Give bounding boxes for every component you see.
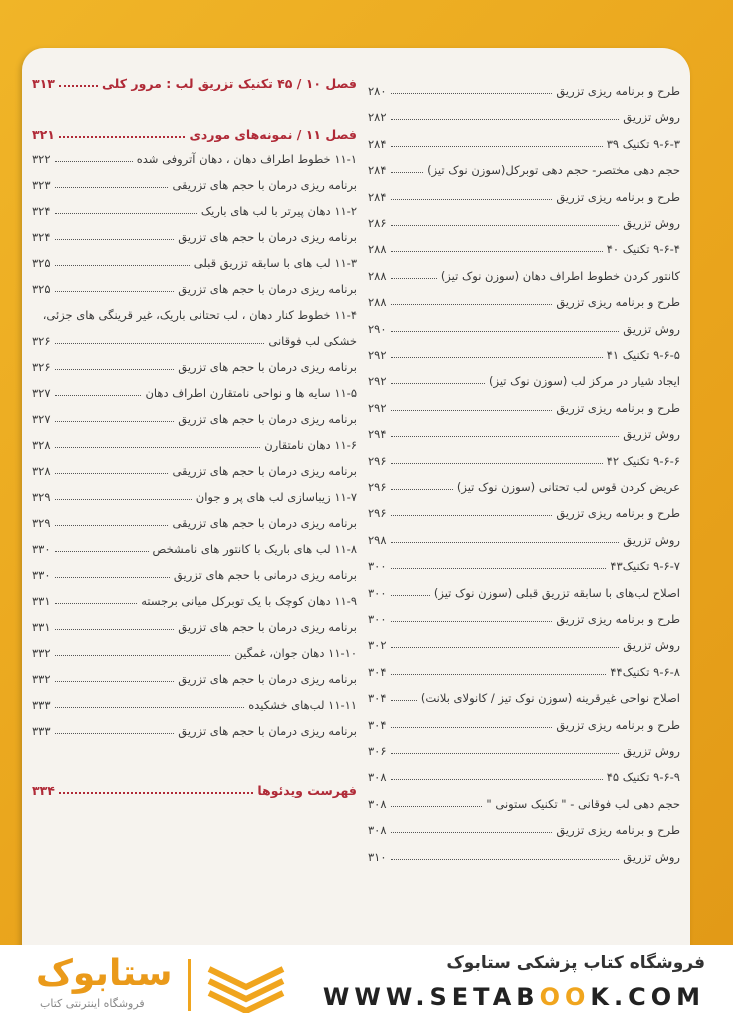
toc-entry bbox=[368, 263, 680, 283]
toc-page-number: ۳۰۴ bbox=[368, 717, 387, 732]
toc-entry-title: طرح و برنامه ریزی تزریق bbox=[556, 823, 680, 838]
leader-dots bbox=[391, 172, 424, 173]
toc-page-number: ۲۸۸ bbox=[368, 268, 387, 283]
leader-dots bbox=[55, 421, 175, 422]
leader-dots bbox=[55, 213, 197, 214]
toc-entry-title: فصل ۱۱ / نمونه‌های موردی bbox=[189, 127, 357, 142]
toc-entry-title: برنامه ریزی درمان با حجم های تزریق bbox=[178, 230, 357, 244]
toc-entry bbox=[368, 368, 680, 388]
toc-entry-title: عریض کردن قوس لب تحتانی (سوزن نوک تیز) bbox=[456, 480, 680, 494]
toc-entry bbox=[368, 580, 680, 600]
leader-dots bbox=[55, 655, 231, 656]
toc-entry-title: ۱۱-۱۱ لب‌های خشکیده bbox=[248, 698, 357, 712]
leader-dots bbox=[391, 436, 620, 437]
leader-dots bbox=[55, 239, 175, 240]
toc-entry-title: روش تزریق bbox=[623, 532, 680, 547]
toc-page-number: ۳۰۲ bbox=[368, 638, 387, 653]
toc-page-number: ۳۲۱ bbox=[32, 127, 55, 142]
leader-dots bbox=[55, 161, 133, 162]
leader-dots bbox=[391, 515, 553, 516]
book-page bbox=[22, 48, 690, 968]
toc-entry-title: طرح و برنامه ریزی تزریق bbox=[556, 717, 680, 732]
toc-entry-title: حجم دهی لب فوقانی - " تکنیک ستونی " bbox=[486, 796, 680, 811]
leader-dots bbox=[391, 225, 620, 226]
toc-entry bbox=[368, 104, 680, 124]
toc-entry bbox=[368, 606, 680, 626]
toc-entry-title: برنامه ریزی درمان با حجم های تزریقی bbox=[172, 516, 357, 530]
leader-dots bbox=[391, 410, 553, 411]
toc-page-number: ۳۲۹ bbox=[32, 490, 51, 504]
toc-entry-title: ۹-۶-۵ تکنیک ۴۱ bbox=[606, 348, 680, 362]
toc-page-number: ۳۲۶ bbox=[32, 334, 51, 348]
leader-dots bbox=[391, 779, 603, 780]
toc-entry bbox=[32, 354, 357, 374]
toc-page-number: ۲۹۶ bbox=[368, 480, 387, 494]
leader-dots bbox=[391, 859, 620, 860]
toc-page-number: ۳۲۸ bbox=[32, 438, 51, 452]
leader-dots bbox=[59, 136, 186, 138]
toc-entry-title: خشکی لب فوقانی bbox=[268, 334, 357, 348]
toc-entry bbox=[32, 172, 357, 192]
toc-page-number: ۲۸۰ bbox=[368, 84, 387, 98]
toc-entry bbox=[32, 276, 357, 296]
toc-page-number: ۳۱۳ bbox=[32, 76, 55, 91]
leader-dots bbox=[391, 463, 603, 464]
toc-entry bbox=[32, 640, 357, 660]
toc-entry bbox=[32, 406, 357, 426]
toc-entry bbox=[368, 289, 680, 309]
toc-entry bbox=[368, 738, 680, 758]
toc-entry-title: ۱۱-۵ سایه ها و نواحی نامتقارن اطراف دهان bbox=[145, 386, 357, 400]
toc-entry bbox=[368, 474, 680, 494]
leader-dots bbox=[55, 343, 265, 344]
leader-dots bbox=[391, 304, 553, 305]
toc-entry-title: روش تزریق bbox=[623, 638, 680, 653]
toc-entry bbox=[368, 236, 680, 256]
toc-entry-title: ۱۱-۷ زیباسازی لب های پر و جوان bbox=[195, 490, 357, 504]
toc-entry bbox=[368, 342, 680, 362]
toc-page-number: ۲۸۴ bbox=[368, 189, 387, 204]
toc-entry-title: ۹-۶-۸ تکنیک۴۴ bbox=[610, 664, 680, 679]
leader-dots bbox=[55, 473, 169, 474]
toc-page-number: ۳۰۰ bbox=[368, 585, 387, 600]
toc-page-number: ۳۲۸ bbox=[32, 464, 51, 478]
leader-dots bbox=[55, 447, 261, 448]
toc-entry-title: فصل ۱۰ / ۴۵ تکنیک تزریق لب : مرور کلی bbox=[102, 76, 357, 91]
toc-entry bbox=[368, 685, 680, 705]
toc-entry bbox=[368, 500, 680, 520]
leader-dots bbox=[391, 489, 453, 490]
leader-dots bbox=[55, 187, 169, 188]
toc-entry-title: برنامه ریزی درمان با حجم های تزریق bbox=[178, 724, 357, 738]
toc-entry bbox=[32, 778, 357, 798]
toc-entry bbox=[368, 78, 680, 98]
leader-dots bbox=[391, 674, 607, 675]
toc-entry bbox=[368, 659, 680, 679]
leader-dots bbox=[391, 542, 620, 543]
toc-entry bbox=[368, 632, 680, 652]
toc-entry bbox=[32, 588, 357, 608]
toc-page-number: ۳۲۷ bbox=[32, 412, 51, 426]
toc-page-number: ۳۰۰ bbox=[368, 559, 387, 574]
toc-entry bbox=[368, 712, 680, 732]
leader-dots bbox=[55, 551, 149, 552]
toc-entry bbox=[32, 562, 357, 582]
toc-entry bbox=[32, 536, 357, 556]
leader-dots bbox=[391, 119, 620, 120]
toc-page-number: ۳۲۶ bbox=[32, 360, 51, 374]
leader-dots bbox=[391, 568, 607, 569]
toc-entry bbox=[32, 224, 357, 244]
store-name: فروشگاه کتاب پزشکی ستابوک bbox=[446, 953, 705, 973]
toc-page-number: ۲۸۶ bbox=[368, 216, 387, 230]
toc-entry-title: ۱۱-۸ لب های باریک با کانتور های نامشخص bbox=[152, 542, 357, 556]
toc-entry-title: ۱۱-۱ خطوط اطراف دهان ، دهان آتروفی شده bbox=[136, 152, 357, 166]
toc-page-number: ۳۳۴ bbox=[32, 783, 55, 798]
toc-page-number: ۲۹۴ bbox=[368, 427, 387, 442]
toc-entry-title: ۹-۶-۹ تکنیک ۴۵ bbox=[606, 770, 680, 785]
toc-entry bbox=[368, 210, 680, 230]
leader-dots bbox=[59, 85, 98, 87]
leader-dots bbox=[391, 199, 553, 200]
logo-wordmark: ستابوک bbox=[36, 953, 173, 994]
leader-dots bbox=[55, 707, 245, 708]
toc-page-number: ۲۹۶ bbox=[368, 453, 387, 468]
toc-page-number: ۳۰۰ bbox=[368, 612, 387, 626]
toc-page-number: ۳۱۰ bbox=[368, 849, 387, 864]
toc-entry bbox=[368, 527, 680, 547]
toc-entry bbox=[368, 553, 680, 573]
leader-dots bbox=[391, 647, 620, 648]
toc-entry-title: روش تزریق bbox=[623, 427, 680, 442]
toc-entry-title: حجم دهی مختصر- حجم دهی توبرکل(سوزن نوک تیز) bbox=[427, 163, 680, 178]
toc-entry-title: ایجاد شیار در مرکز لب (سوزن نوک تیز) bbox=[489, 374, 680, 389]
leader-dots bbox=[391, 146, 603, 147]
toc-entry-title: طرح و برنامه ریزی تزریق bbox=[556, 295, 680, 310]
toc-page-number: ۲۸۲ bbox=[368, 110, 387, 125]
leader-dots bbox=[391, 383, 485, 384]
toc-page-number: ۳۳۰ bbox=[32, 568, 51, 582]
toc-entry-title: روش تزریق bbox=[623, 216, 680, 230]
toc-entry bbox=[368, 844, 680, 864]
toc-page-number: ۳۲۴ bbox=[32, 204, 51, 218]
toc-entry-title: ۱۱-۳ لب های با سابقه تزریق قبلی bbox=[193, 256, 357, 270]
toc-entry bbox=[368, 817, 680, 837]
toc-entry-title: ۱۱-۹ دهان کوچک با یک توبرکل میانی برجسته bbox=[141, 594, 357, 608]
toc-entry bbox=[32, 458, 357, 478]
toc-entry bbox=[368, 131, 680, 151]
toc-entry bbox=[32, 718, 357, 738]
logo-divider bbox=[188, 959, 191, 1011]
toc-entry-title: برنامه ریزی درمانی با حجم های تزریق bbox=[173, 568, 357, 582]
leader-dots bbox=[391, 251, 603, 252]
toc-page-number: ۲۸۸ bbox=[368, 295, 387, 310]
leader-dots bbox=[55, 369, 175, 370]
toc-entry-title: طرح و برنامه ریزی تزریق bbox=[556, 84, 680, 98]
toc-page-number: ۳۳۲ bbox=[32, 672, 51, 686]
toc-entry-title: روش تزریق bbox=[623, 849, 680, 864]
toc-entry-title: کانتور کردن خطوط اطراف دهان (سوزن نوک تیز) bbox=[440, 268, 680, 283]
toc-entry-title: ۱۱-۲ دهان پیرتر با لب های باریک bbox=[200, 204, 357, 218]
toc-page-number: ۳۳۳ bbox=[32, 724, 51, 738]
leader-dots bbox=[55, 603, 138, 604]
toc-entry bbox=[32, 614, 357, 634]
toc-entry bbox=[368, 421, 680, 441]
toc-entry bbox=[32, 484, 357, 504]
leader-dots bbox=[55, 681, 175, 682]
toc-entry bbox=[32, 302, 357, 322]
toc-entry bbox=[32, 380, 357, 400]
leader-dots bbox=[55, 733, 175, 734]
leader-dots bbox=[55, 577, 170, 578]
toc-entry-title: طرح و برنامه ریزی تزریق bbox=[556, 506, 680, 521]
toc-entry-title: روش تزریق bbox=[623, 110, 680, 125]
leader-dots bbox=[55, 525, 169, 526]
toc-entry-title: برنامه ریزی درمان با حجم های تزریق bbox=[178, 282, 357, 296]
toc-entry-title: برنامه ریزی درمان با حجم های تزریق bbox=[178, 620, 357, 634]
toc-entry-title: طرح و برنامه ریزی تزریق bbox=[556, 189, 680, 204]
toc-page-number: ۳۲۴ bbox=[32, 230, 51, 244]
toc-page-number: ۲۹۲ bbox=[368, 348, 387, 362]
toc-entry bbox=[368, 184, 680, 204]
toc-entry bbox=[368, 157, 680, 177]
toc-entry-title: ۹-۶-۳ تکنیک ۳۹ bbox=[606, 136, 680, 151]
toc-entry bbox=[32, 146, 357, 166]
chevron-logo-icon bbox=[203, 963, 289, 1013]
toc-page-number: ۲۹۲ bbox=[368, 400, 387, 415]
toc-page-number: ۳۲۹ bbox=[32, 516, 51, 530]
logo-tagline: فروشگاه اینترنتی کتاب bbox=[40, 997, 145, 1010]
leader-dots bbox=[55, 499, 192, 500]
toc-entry-title: اصلاح لب‌های با سابقه تزریق قبلی (سوزن نوک تیز) bbox=[433, 585, 680, 600]
leader-dots bbox=[55, 291, 175, 292]
toc-entry-title: برنامه ریزی درمان با حجم های تزریق bbox=[178, 360, 357, 374]
toc-entry bbox=[32, 328, 357, 348]
toc-page-number: ۳۰۴ bbox=[368, 664, 387, 679]
toc-page-number: ۳۲۵ bbox=[32, 256, 51, 270]
toc-page-number: ۳۰۶ bbox=[368, 744, 387, 758]
toc-entry-title: فهرست ویدئوها bbox=[257, 783, 357, 798]
toc-entry bbox=[368, 395, 680, 415]
toc-entry bbox=[32, 71, 357, 91]
toc-page-number: ۳۰۸ bbox=[368, 796, 387, 811]
toc-page-number: ۳۰۴ bbox=[368, 691, 387, 706]
leader-dots bbox=[391, 832, 553, 833]
toc-entry bbox=[32, 510, 357, 530]
toc-page-number: ۳۳۲ bbox=[32, 646, 51, 660]
toc-entry-title: ۹-۶-۴ تکنیک ۴۰ bbox=[606, 242, 680, 257]
toc-entry-title: طرح و برنامه ریزی تزریق bbox=[556, 400, 680, 415]
toc-entry-title: اصلاح نواحی غیرقرینه (سوزن نوک تیز / کانولای بلانت) bbox=[420, 691, 680, 706]
leader-dots bbox=[391, 357, 603, 358]
leader-dots bbox=[391, 621, 553, 622]
toc-page-number: ۲۸۸ bbox=[368, 242, 387, 257]
leader-dots bbox=[55, 629, 175, 630]
toc-entry-title: ۱۱-۴ خطوط کنار دهان ، لب تحتانی باریک، غیر قرینگی های جزئی، bbox=[42, 308, 357, 322]
toc-page-number: ۳۳۰ bbox=[32, 542, 51, 556]
store-footer bbox=[0, 945, 733, 1024]
toc-page-number: ۲۹۸ bbox=[368, 532, 387, 547]
leader-dots bbox=[391, 806, 483, 807]
toc-entry bbox=[368, 764, 680, 784]
toc-entry-title: روش تزریق bbox=[623, 321, 680, 336]
toc-entry-title: برنامه ریزی درمان با حجم های تزریقی bbox=[172, 178, 357, 192]
toc-page-number: ۲۸۴ bbox=[368, 136, 387, 151]
toc-page-number: ۳۳۳ bbox=[32, 698, 51, 712]
leader-dots bbox=[59, 792, 253, 794]
toc-entry bbox=[32, 198, 357, 218]
toc-entry bbox=[368, 316, 680, 336]
toc-page-number: ۳۲۲ bbox=[32, 152, 51, 166]
leader-dots bbox=[391, 727, 553, 728]
toc-page-number: ۲۹۶ bbox=[368, 506, 387, 521]
toc-entry-title: برنامه ریزی درمان با حجم های تزریق bbox=[178, 412, 357, 426]
leader-dots bbox=[391, 278, 437, 279]
toc-entry-title: ۱۱-۶ دهان نامتقارن bbox=[264, 438, 357, 452]
toc-entry bbox=[368, 448, 680, 468]
toc-page-number: ۳۳۱ bbox=[32, 620, 51, 634]
leader-dots bbox=[55, 265, 190, 266]
toc-entry bbox=[32, 666, 357, 686]
toc-entry-title: برنامه ریزی درمان با حجم های تزریقی bbox=[172, 464, 357, 478]
toc-entry bbox=[32, 122, 357, 142]
toc-page-number: ۳۰۸ bbox=[368, 823, 387, 838]
toc-entry bbox=[32, 250, 357, 270]
toc-page-number: ۳۲۷ bbox=[32, 386, 51, 400]
toc-entry-title: ۹-۶-۶ تکنیک ۴۲ bbox=[606, 453, 680, 468]
leader-dots bbox=[391, 595, 430, 596]
toc-entry-title: روش تزریق bbox=[623, 744, 680, 758]
leader-dots bbox=[391, 93, 553, 94]
toc-page-number: ۲۸۴ bbox=[368, 163, 387, 178]
store-url[interactable]: WWW.SETABOOK.COM bbox=[322, 983, 705, 1011]
toc-entry-title: ۱۱-۱۰ دهان جوان، غمگین bbox=[234, 646, 357, 660]
toc-entry-title: طرح و برنامه ریزی تزریق bbox=[556, 612, 680, 626]
leader-dots bbox=[391, 753, 620, 754]
toc-page-number: ۲۹۲ bbox=[368, 374, 387, 389]
toc-entry-title: ۹-۶-۷ تکنیک۴۳ bbox=[610, 559, 680, 574]
leader-dots bbox=[391, 700, 417, 701]
toc-page-number: ۲۹۰ bbox=[368, 321, 387, 336]
toc-entry bbox=[32, 432, 357, 452]
toc-entry bbox=[368, 791, 680, 811]
toc-page-number: ۳۲۵ bbox=[32, 282, 51, 296]
toc-page-number: ۳۲۳ bbox=[32, 178, 51, 192]
toc-entry-title: برنامه ریزی درمان با حجم های تزریق bbox=[178, 672, 357, 686]
leader-dots bbox=[55, 395, 142, 396]
leader-dots bbox=[391, 331, 620, 332]
toc-page-number: ۳۰۸ bbox=[368, 770, 387, 785]
toc-page-number: ۳۳۱ bbox=[32, 594, 51, 608]
toc-entry bbox=[32, 692, 357, 712]
